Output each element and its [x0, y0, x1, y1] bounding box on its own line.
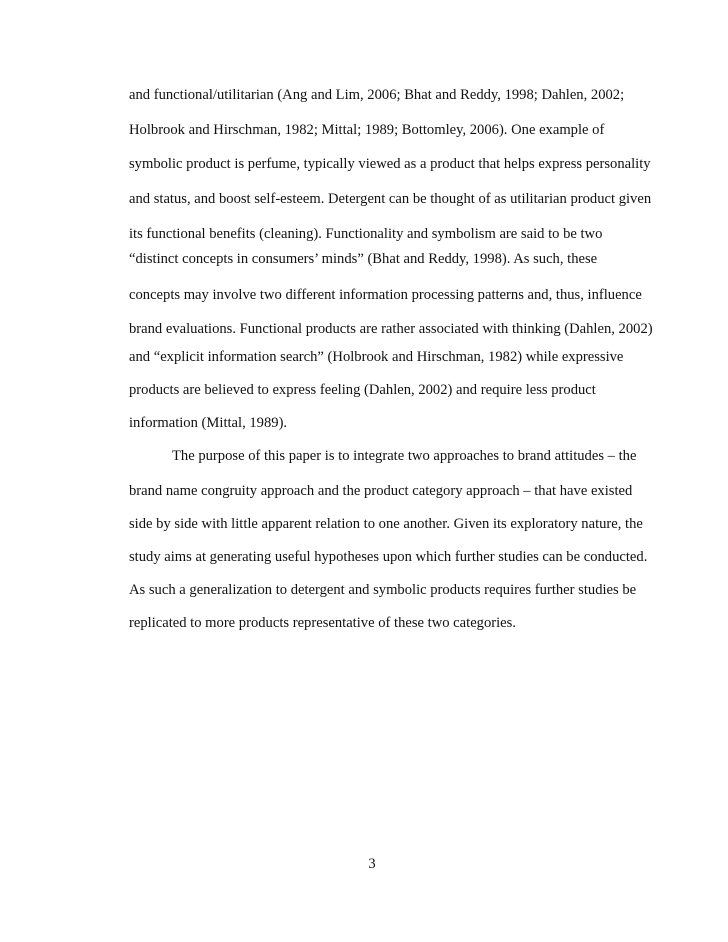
text-line-7: concepts may involve two different information processing patterns and, thus, influence — [129, 287, 642, 303]
text-line-3: symbolic product is perfume, typically viewed as a product that helps express personality — [129, 156, 651, 172]
page-number: 3 — [368, 856, 376, 872]
text-line-14: side by side with little apparent relation to one another. Given its exploratory nature, the — [129, 516, 643, 532]
text-line-4: and status, and boost self-esteem. Detergent can be thought of as utilitarian product given — [129, 191, 652, 207]
text-line-17: replicated to more products representative of these two categories. — [129, 615, 516, 631]
text-line-8: brand evaluations. Functional products are rather associated with thinking (Dahlen, 2002) — [129, 321, 653, 337]
paragraph-2-first-line: The purpose of this paper is to integrate two approaches to brand attitudes – the — [172, 448, 637, 464]
text-line-15: study aims at generating useful hypotheses upon which further studies can be conducted. — [129, 549, 648, 565]
text-line-6: “distinct concepts in consumers’ minds” (Bhat and Reddy, 1998). As such, these — [129, 251, 598, 267]
text-line-13: brand name congruity approach and the product category approach – that have existed — [129, 483, 633, 499]
text-line-11: information (Mittal, 1989). — [129, 415, 288, 431]
text-line-2: Holbrook and Hirschman, 1982; Mittal; 1989; Bottomley, 2006). One example of — [129, 122, 605, 138]
text-line-1: and functional/utilitarian (Ang and Lim, 2006; Bhat and Reddy, 1998; Dahlen, 2002; — [129, 87, 625, 103]
text-line-5: its functional benefits (cleaning). Functionality and symbolism are said to be two — [129, 226, 603, 242]
text-line-10: products are believed to express feeling (Dahlen, 2002) and require less product — [129, 382, 596, 398]
text-line-16: As such a generalization to detergent and symbolic products requires further studies be — [129, 582, 637, 598]
text-line-9: and “explicit information search” (Holbrook and Hirschman, 1982) while expressive — [129, 349, 624, 365]
